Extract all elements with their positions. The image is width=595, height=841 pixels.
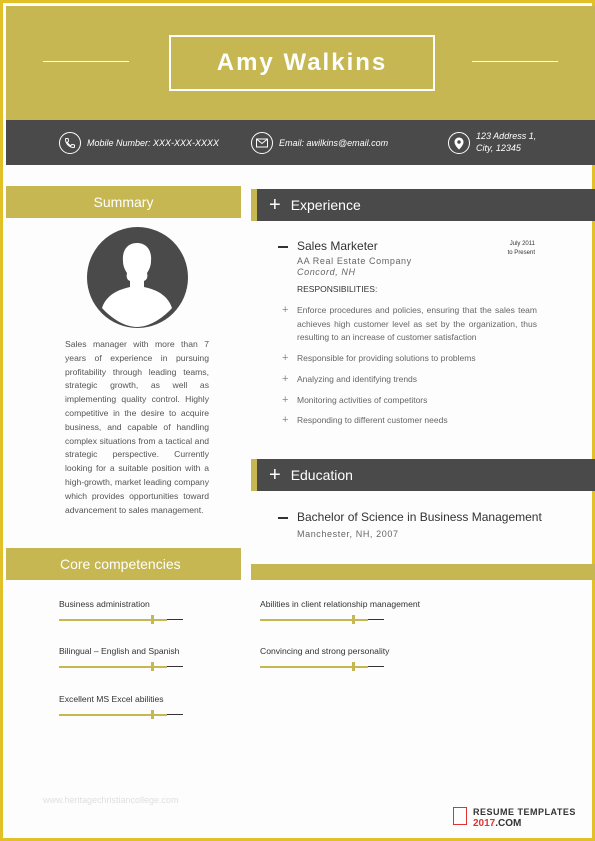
responsibility-item: Analyzing and identifying trends xyxy=(297,374,418,384)
bullet-plus-icon: + xyxy=(282,414,289,426)
email-address: Email: awilkins@email.com xyxy=(279,138,389,148)
competencies-heading xyxy=(6,548,241,580)
mobile-number: Mobile Number: XXX-XXX-XXXX xyxy=(87,138,220,148)
logo-suffix: .COM xyxy=(495,818,522,829)
logo-number: 2017 xyxy=(473,818,496,829)
envelope-icon xyxy=(251,132,273,154)
header-right-rule xyxy=(472,61,558,62)
bullet-plus-icon: + xyxy=(282,304,289,316)
skill-level-knob xyxy=(151,710,154,719)
education-title: Education xyxy=(290,467,353,483)
responsibility-item: Enforce procedures and policies, ensuring that the sales team achieves high customer level as set by the organization, thus resulting to an increase of customer satisfaction xyxy=(297,305,537,342)
education-location: Manchester, NH, 2007 xyxy=(297,529,399,539)
skill-level-track xyxy=(368,666,384,667)
location-pin-icon xyxy=(448,132,470,154)
job-title: Sales Marketer xyxy=(297,239,378,253)
responsibilities-label: RESPONSIBILITIES: xyxy=(297,284,378,294)
heading-accent xyxy=(251,459,257,491)
responsibility-item: Monitoring activities of competitors xyxy=(297,395,428,405)
education-dash xyxy=(278,517,288,519)
education-heading xyxy=(251,459,595,491)
bullet-plus-icon: + xyxy=(282,373,289,385)
contact-bar xyxy=(6,120,595,165)
skill-label: Business administration xyxy=(59,599,150,609)
job-date-start: July 2011 xyxy=(509,241,535,247)
avatar xyxy=(87,227,188,328)
header-banner xyxy=(6,6,595,120)
skill-level-knob xyxy=(352,615,355,624)
job-location: Concord, NH xyxy=(297,267,356,277)
skill-level-bar xyxy=(260,619,384,621)
experience-heading xyxy=(251,189,595,221)
skill-level-track xyxy=(167,619,183,620)
job-date-end: to Present xyxy=(507,250,535,256)
job-dash xyxy=(278,246,288,248)
skill-label: Convincing and strong personality xyxy=(260,646,390,656)
experience-title: Experience xyxy=(290,197,361,213)
name-box xyxy=(169,35,435,91)
skill-level-bar xyxy=(260,666,384,668)
summary-heading xyxy=(6,186,241,218)
phone-icon xyxy=(59,132,81,154)
plus-icon: + xyxy=(269,463,281,486)
skill-label: Abilities in client relationship management xyxy=(260,599,421,609)
address-line-1: 123 Address 1, xyxy=(476,131,537,141)
document-icon xyxy=(453,807,467,825)
logo-domain xyxy=(473,818,521,829)
responsibility-item: Responding to different customer needs xyxy=(297,415,448,425)
plus-icon: + xyxy=(269,193,281,216)
accent-strip xyxy=(251,564,595,580)
summary-text: Sales manager with more than 7 years of experience in pursuing profitability through leading teams, strategic growth, as well as implementing quality control. Highly competitive in the desire to acquire business, and capable of handling complex situations from a tactical and strategic perspective. Currently looking for a suitable position with a high-growth, market leading company which provides opportunities toward advancement to sales management. xyxy=(65,339,209,515)
competencies-title: Core competencies xyxy=(60,556,181,572)
responsibility-item: Responsible for providing solutions to problems xyxy=(297,353,476,363)
heading-accent xyxy=(251,189,257,221)
header-left-rule xyxy=(43,61,129,62)
job-date xyxy=(493,240,535,258)
skill-level-knob xyxy=(151,615,154,624)
skill-label: Excellent MS Excel abilities xyxy=(59,694,164,704)
skill-level-bar xyxy=(59,666,183,668)
skill-level-bar xyxy=(59,619,183,621)
watermark: www.heritagechristiancollege.com xyxy=(43,795,179,805)
skill-level-track xyxy=(167,714,183,715)
job-company: AA Real Estate Company xyxy=(297,256,412,266)
candidate-name: Amy Walkins xyxy=(216,49,388,76)
skill-label: Bilingual – English and Spanish xyxy=(59,646,180,656)
skill-level-track xyxy=(167,666,183,667)
education-degree: Bachelor of Science in Business Management xyxy=(297,510,542,524)
logo-text: RESUME TEMPLATES xyxy=(473,807,576,817)
skill-level-track xyxy=(368,619,384,620)
skill-level-knob xyxy=(352,662,355,671)
skill-level-bar xyxy=(59,714,183,716)
summary-title: Summary xyxy=(93,194,154,210)
address-line-2: City, 12345 xyxy=(476,143,521,153)
bullet-plus-icon: + xyxy=(282,352,289,364)
bullet-plus-icon: + xyxy=(282,394,289,406)
skill-level-knob xyxy=(151,662,154,671)
